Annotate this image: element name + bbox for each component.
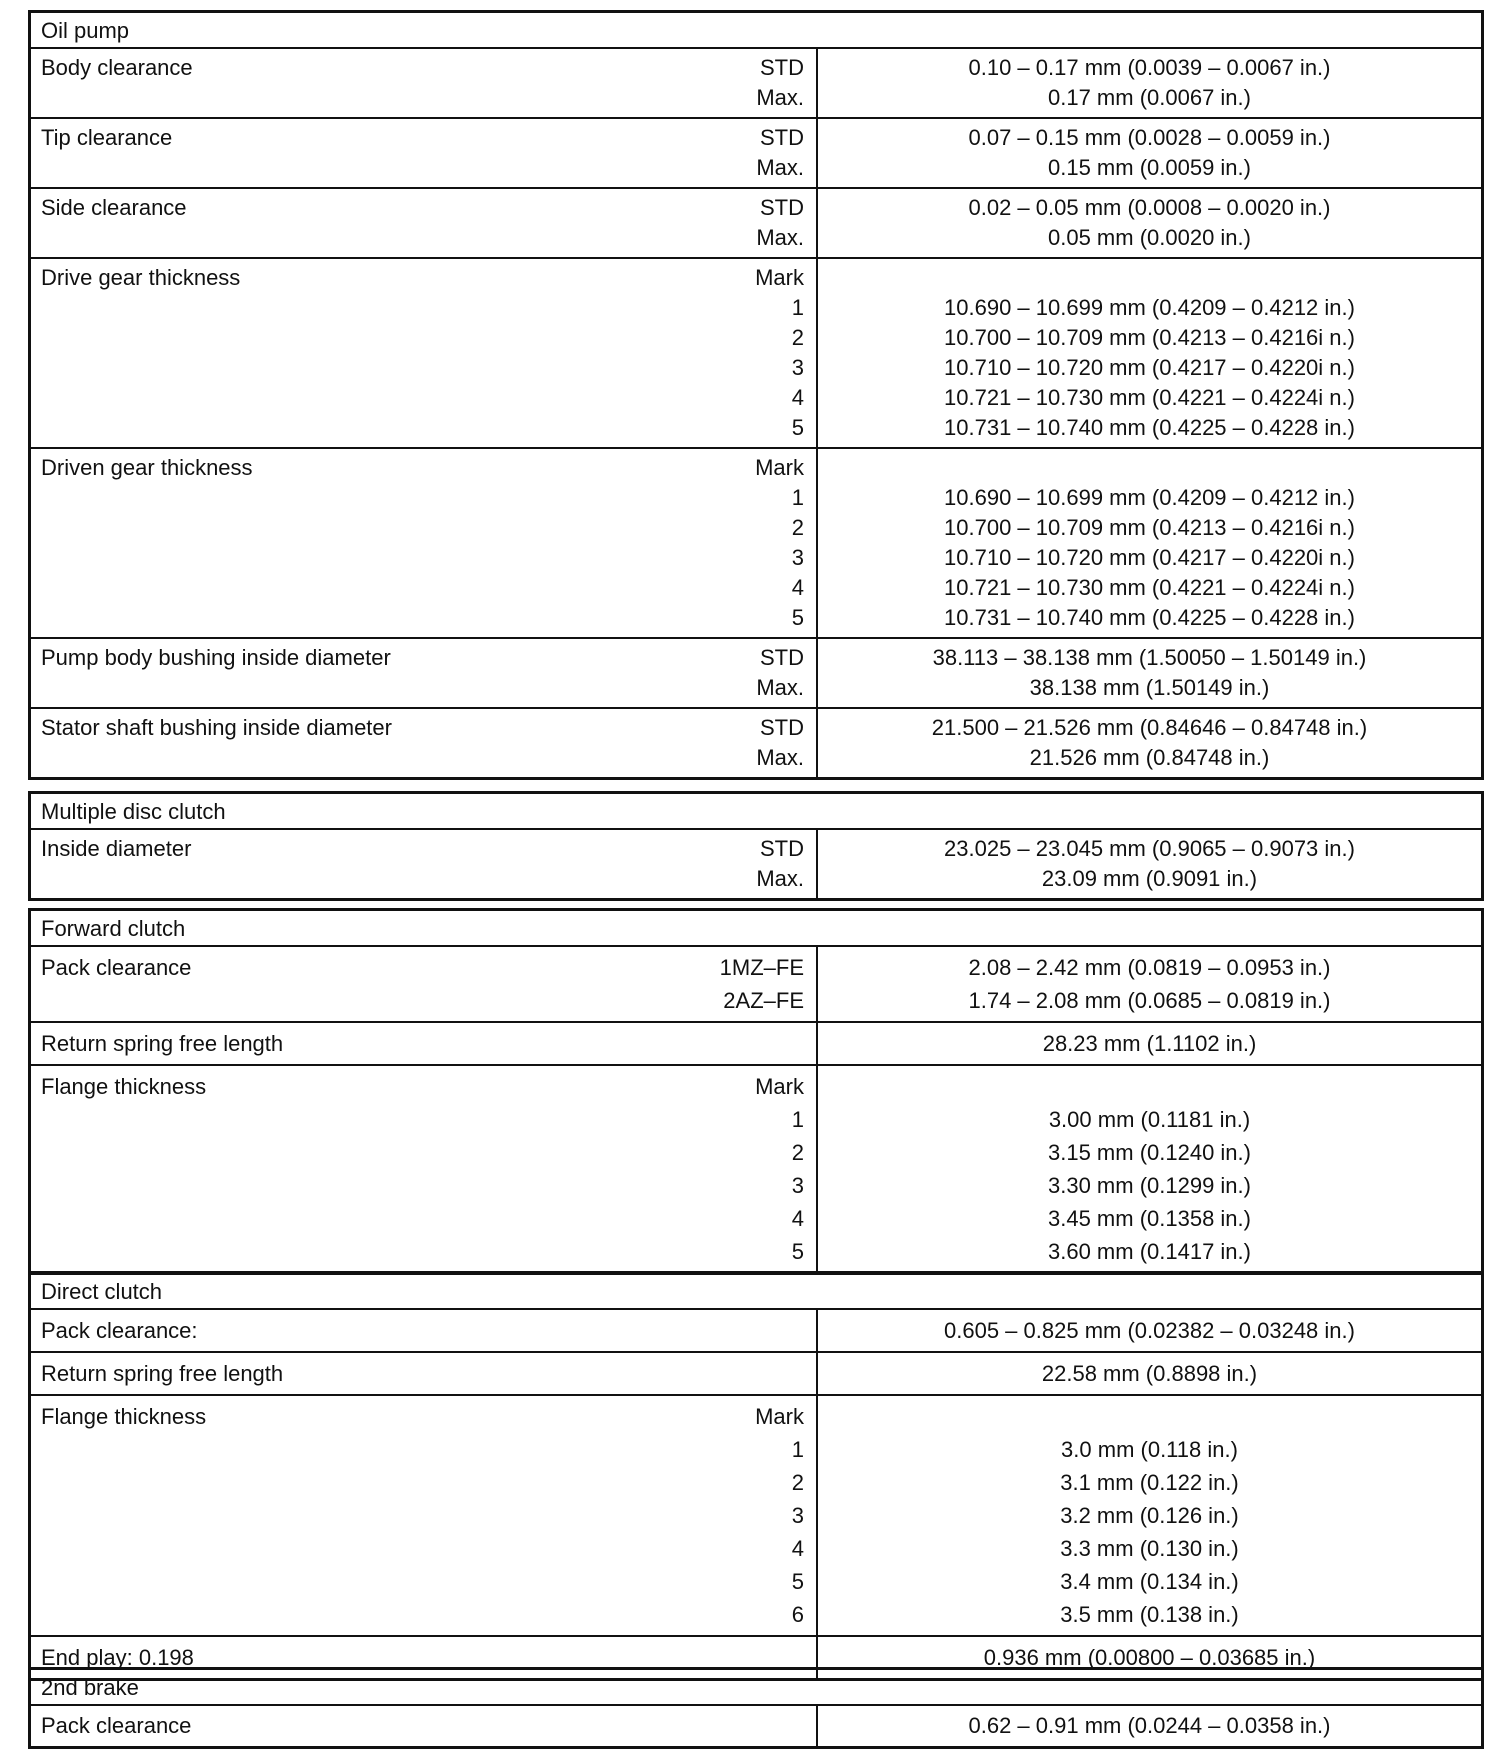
spec-value [826, 453, 1473, 483]
spec-value-cell [817, 49, 1481, 118]
section-oil-pump [28, 10, 1484, 780]
spec-sublabel: Max. [756, 85, 804, 110]
spec-sublabel: 5 [791, 1239, 804, 1264]
spec-label-cell [31, 1065, 817, 1272]
spec-value: 3.60 mm (0.1417 in.) [1048, 1239, 1251, 1264]
spec-sublabel: 2 [791, 1140, 804, 1165]
spec-table [31, 830, 1481, 898]
spec-sublabel: 2 [791, 1470, 804, 1495]
spec-sublabel: Max. [756, 866, 804, 891]
spec-value: 10.710 – 10.720 mm (0.4217 – 0.4220i n.) [944, 355, 1355, 380]
spec-sublabel: 4 [791, 1206, 804, 1231]
spec-value: 3.4 mm (0.134 in.) [1060, 1569, 1239, 1594]
spec-value [826, 1400, 1473, 1433]
spec-value: 0.10 – 0.17 mm (0.0039 – 0.0067 in.) [968, 55, 1331, 80]
spec-label: Pump body bushing inside diameter [41, 645, 391, 670]
spec-value: 3.45 mm (0.1358 in.) [1048, 1206, 1251, 1231]
spec-row-body-clearance [31, 49, 1481, 118]
spec-row-tip-clearance [31, 118, 1481, 188]
spec-value: 23.09 mm (0.9091 in.) [1041, 866, 1258, 891]
spec-table [31, 49, 1481, 777]
spec-sublabel: STD [760, 55, 804, 80]
section-title: Direct clutch [31, 1274, 1481, 1310]
spec-label-cell [31, 1022, 817, 1065]
spec-sublabel: 5 [791, 415, 804, 440]
spec-sublabels [756, 713, 804, 773]
spec-sublabel: Max. [756, 155, 804, 180]
spec-sublabels [720, 951, 804, 1017]
spec-label-cell [31, 947, 817, 1022]
spec-value-cell [817, 118, 1481, 188]
spec-value: 0.02 – 0.05 mm (0.0008 – 0.0020 in.) [968, 195, 1331, 220]
spec-label-cell [31, 1706, 817, 1746]
spec-value-cell [817, 448, 1481, 638]
spec-sublabels [756, 123, 804, 183]
spec-value: 21.500 – 21.526 mm (0.84646 – 0.84748 in.) [931, 715, 1368, 740]
spec-label: Body clearance [41, 55, 193, 80]
spec-value: 10.721 – 10.730 mm (0.4221 – 0.4224i n.) [944, 575, 1355, 600]
spec-sublabel: 1 [791, 1107, 804, 1132]
spec-sublabels [756, 643, 804, 703]
spec-sublabel: 1 [791, 485, 804, 510]
spec-label-cell [31, 258, 817, 448]
spec-sublabel: 4 [791, 575, 804, 600]
spec-sublabel: 5 [791, 605, 804, 630]
spec-row-driven-gear-thickness [31, 448, 1481, 638]
spec-label-cell [31, 49, 817, 118]
spec-value-cell [817, 188, 1481, 258]
spec-label: Inside diameter [41, 836, 192, 861]
spec-sublabel: Max. [756, 675, 804, 700]
spec-sublabel: 4 [791, 385, 804, 410]
spec-label-cell [31, 1352, 817, 1395]
spec-sublabels [756, 193, 804, 253]
spec-value: 0.07 – 0.15 mm (0.0028 – 0.0059 in.) [968, 125, 1331, 150]
spec-value: 3.15 mm (0.1240 in.) [1048, 1140, 1251, 1165]
spec-row-pack-clearance [31, 1706, 1481, 1746]
spec-value: 3.5 mm (0.138 in.) [1060, 1602, 1239, 1627]
spec-row-return-spring-free-length [31, 1022, 1481, 1065]
spec-value: 10.700 – 10.709 mm (0.4213 – 0.4216i n.) [944, 325, 1355, 350]
spec-table [31, 947, 1481, 1272]
spec-value-cell [817, 1022, 1481, 1065]
spec-value: 10.721 – 10.730 mm (0.4221 – 0.4224i n.) [944, 385, 1355, 410]
spec-value-cell [817, 947, 1481, 1022]
spec-value: 0.17 mm (0.0067 in.) [1048, 85, 1251, 110]
spec-sublabel: Max. [756, 745, 804, 770]
spec-sublabels [755, 263, 804, 443]
spec-sublabel: STD [760, 715, 804, 740]
section-title: Oil pump [31, 13, 1481, 49]
spec-value: 3.30 mm (0.1299 in.) [1048, 1173, 1251, 1198]
spec-sublabel: 3 [791, 1503, 804, 1528]
spec-sublabel: 3 [791, 355, 804, 380]
spec-value-cell [817, 708, 1481, 777]
spec-value-cell [817, 258, 1481, 448]
spec-value [826, 263, 1473, 293]
spec-label-cell [31, 188, 817, 258]
spec-sublabels [755, 453, 804, 633]
spec-row-side-clearance [31, 188, 1481, 258]
spec-label: Tip clearance [41, 125, 173, 150]
spec-label-cell [31, 830, 817, 898]
spec-label: Flange thickness [41, 1404, 207, 1429]
spec-sublabel: 3 [791, 1173, 804, 1198]
spec-row-pack-clearance [31, 1310, 1481, 1352]
spec-value: 3.0 mm (0.118 in.) [1061, 1437, 1238, 1462]
spec-value: 0.605 – 0.825 mm (0.02382 – 0.03248 in.) [944, 1318, 1355, 1343]
spec-value: 23.025 – 23.045 mm (0.9065 – 0.9073 in.) [944, 836, 1355, 861]
spec-value: 10.700 – 10.709 mm (0.4213 – 0.4216i n.) [944, 515, 1355, 540]
spec-value [826, 1070, 1473, 1103]
spec-label: Return spring free length [41, 1361, 284, 1386]
spec-sublabels [755, 1400, 804, 1631]
spec-value: 10.731 – 10.740 mm (0.4225 – 0.4228 in.) [944, 415, 1355, 440]
spec-sublabel: 1 [791, 1437, 804, 1462]
spec-value: 28.23 mm (1.1102 in.) [1042, 1031, 1257, 1056]
spec-value: 38.138 mm (1.50149 in.) [1029, 675, 1270, 700]
spec-sublabels [755, 1070, 804, 1268]
section-multiple-disc-clutch [28, 791, 1484, 901]
spec-sublabel: Mark [755, 455, 804, 480]
spec-value-cell [817, 830, 1481, 898]
spec-row-flange-thickness [31, 1065, 1481, 1272]
spec-sublabel: 4 [791, 1536, 804, 1561]
spec-value-cell [817, 1065, 1481, 1272]
spec-value: 1.74 – 2.08 mm (0.0685 – 0.0819 in.) [968, 988, 1331, 1013]
spec-label: Pack clearance [41, 1713, 192, 1738]
spec-label: Pack clearance [41, 955, 192, 980]
spec-value: 0.05 mm (0.0020 in.) [1048, 225, 1251, 250]
spec-value: 38.113 – 38.138 mm (1.50050 – 1.50149 in.) [932, 645, 1367, 670]
spec-value: 10.731 – 10.740 mm (0.4225 – 0.4228 in.) [944, 605, 1355, 630]
spec-value: 3.3 mm (0.130 in.) [1060, 1536, 1239, 1561]
section-forward-clutch [28, 908, 1484, 1275]
spec-value: 2.08 – 2.42 mm (0.0819 – 0.0953 in.) [968, 955, 1331, 980]
spec-label: Stator shaft bushing inside diameter [41, 715, 392, 740]
spec-label-cell [31, 1310, 817, 1352]
section-title: Multiple disc clutch [31, 794, 1481, 830]
spec-value: 22.58 mm (0.8898 in.) [1041, 1361, 1258, 1386]
spec-label-cell [31, 1395, 817, 1636]
spec-value-cell [817, 1706, 1481, 1746]
spec-value: 10.710 – 10.720 mm (0.4217 – 0.4220i n.) [944, 545, 1355, 570]
spec-value: 3.1 mm (0.122 in.) [1060, 1470, 1239, 1495]
spec-sublabel: 2 [791, 325, 804, 350]
spec-row-pack-clearance [31, 947, 1481, 1022]
spec-value-cell [817, 1395, 1481, 1636]
spec-label: Driven gear thickness [41, 455, 253, 480]
spec-sublabel: Mark [755, 1404, 804, 1429]
spec-sublabel: 5 [791, 1569, 804, 1594]
spec-sublabel: Max. [756, 225, 804, 250]
spec-label: Drive gear thickness [41, 265, 241, 290]
spec-row-return-spring-free-length [31, 1352, 1481, 1395]
spec-sublabels [756, 53, 804, 113]
spec-value-cell [817, 638, 1481, 708]
spec-value: 10.690 – 10.699 mm (0.4209 – 0.4212 in.) [944, 485, 1355, 510]
section-title: 2nd brake [31, 1670, 1481, 1706]
spec-sublabel: 2AZ–FE [723, 988, 804, 1013]
spec-value: 21.526 mm (0.84748 in.) [1029, 745, 1270, 770]
spec-sublabel: 6 [791, 1602, 804, 1627]
spec-value-cell [817, 1352, 1481, 1395]
spec-row-inside-diameter [31, 830, 1481, 898]
spec-label-cell [31, 448, 817, 638]
spec-value: 0.62 – 0.91 mm (0.0244 – 0.0358 in.) [968, 1713, 1331, 1738]
spec-sublabel: STD [760, 195, 804, 220]
spec-sublabel: STD [760, 645, 804, 670]
spec-label: Pack clearance: [41, 1318, 198, 1343]
spec-sublabel: 3 [791, 545, 804, 570]
spec-sublabel: 2 [791, 515, 804, 540]
spec-label: Flange thickness [41, 1074, 207, 1099]
spec-value-cell [817, 1310, 1481, 1352]
spec-sublabel: STD [760, 125, 804, 150]
spec-sublabels [756, 834, 804, 894]
section-title: Forward clutch [31, 911, 1481, 947]
spec-value: 0.15 mm (0.0059 in.) [1048, 155, 1251, 180]
spec-value: 3.00 mm (0.1181 in.) [1048, 1107, 1251, 1132]
spec-sublabel: Mark [755, 265, 804, 290]
spec-value: 10.690 – 10.699 mm (0.4209 – 0.4212 in.) [944, 295, 1355, 320]
spec-table [31, 1706, 1481, 1746]
spec-sublabel: STD [760, 836, 804, 861]
spec-row-drive-gear-thickness [31, 258, 1481, 448]
spec-row-pump-body-bushing-inside-diameter [31, 638, 1481, 708]
spec-sublabel: 1 [791, 295, 804, 320]
spec-value: 3.2 mm (0.126 in.) [1060, 1503, 1239, 1528]
section-direct-clutch [28, 1271, 1484, 1681]
spec-sublabel: 1MZ–FE [719, 955, 804, 980]
spec-label-cell [31, 118, 817, 188]
spec-row-stator-shaft-bushing-inside-diameter [31, 708, 1481, 777]
spec-value: 0.936 mm (0.00800 – 0.03685 in.) [983, 1645, 1316, 1670]
spec-label-cell [31, 638, 817, 708]
spec-label: Side clearance [41, 195, 187, 220]
spec-label: Return spring free length [41, 1031, 284, 1056]
spec-sublabel: Mark [755, 1074, 804, 1099]
spec-table [31, 1310, 1481, 1678]
spec-label-cell [31, 708, 817, 777]
section-2nd-brake [28, 1667, 1484, 1749]
spec-label: End play: 0.198 [41, 1645, 194, 1670]
spec-row-flange-thickness [31, 1395, 1481, 1636]
